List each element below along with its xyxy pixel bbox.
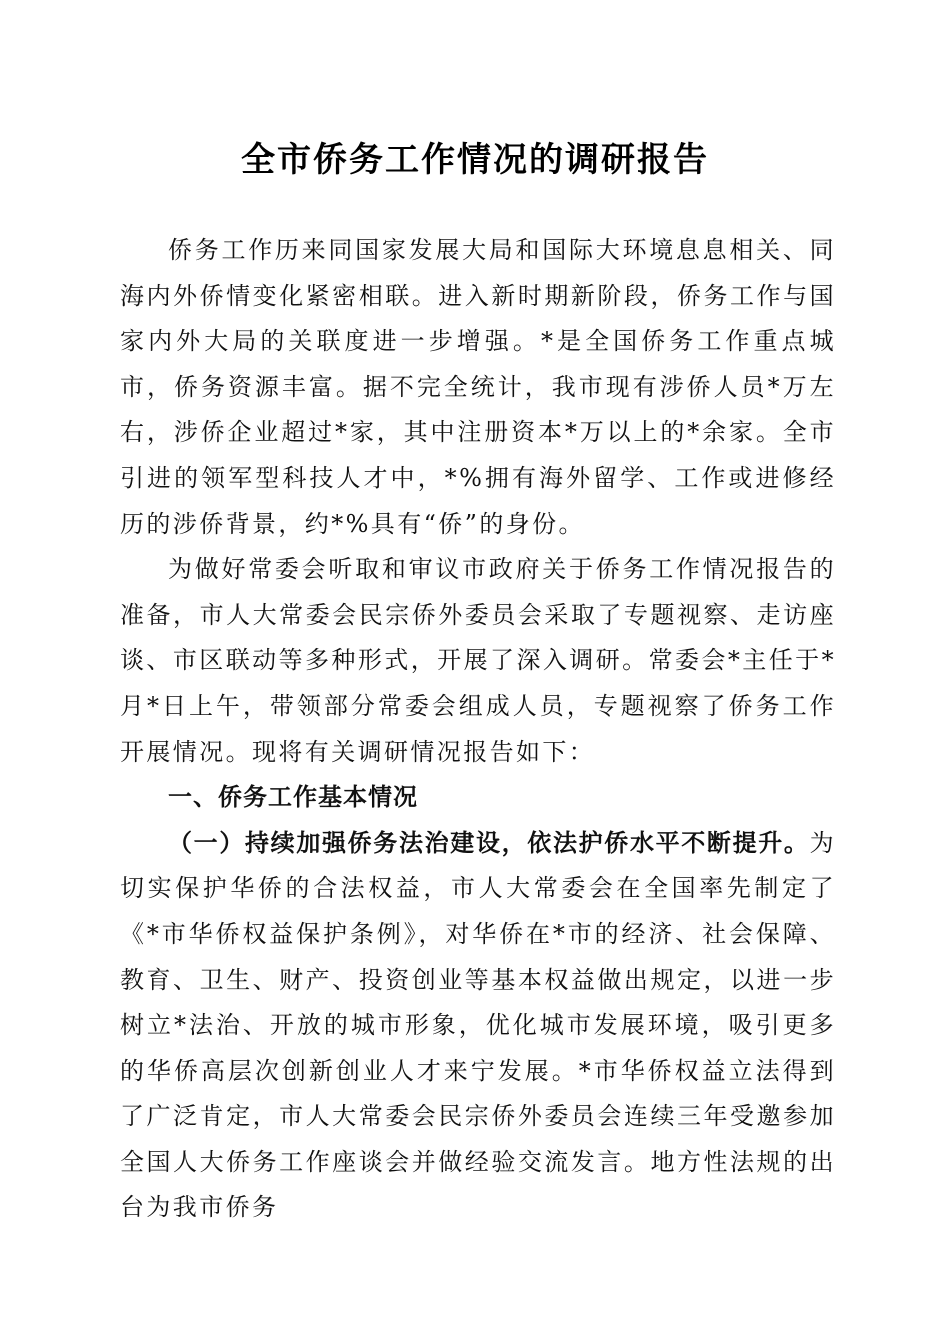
document-body [120, 228, 836, 1231]
section-heading: 一、侨务工作基本情况 [168, 783, 418, 812]
document-title: 全市侨务工作情况的调研报告 [241, 140, 709, 180]
subsection-lead: （一）持续加强侨务法治建设，依法护侨水平不断提升。 [168, 828, 810, 857]
subsection-paragraph [120, 821, 836, 1231]
paragraph-intro: 侨务工作历来同国家发展大局和国际大环境息息相关、同海内外侨情变化紧密相联。进入新时期新阶段，侨务工作与国家内外大局的关联度进一步增强。*是全国侨务工作重点城市，侨务资源丰富。据不完全统计，我市现有涉侨人员*万左右，涉侨企业超过*家，其中注册资本*万以上的*余家。全市引进的领军型科技人才中，*%拥有海外留学、工作或进修经历的涉侨背景，约*%具有“侨”的身份。 [120, 236, 836, 538]
paragraph-purpose: 为做好常委会听取和审议市政府关于侨务工作情况报告的准备，市人大常委会民宗侨外委员会采取了专题视察、走访座谈、市区联动等多种形式，开展了深入调研。常委会*主任于*月*日上午，带领部分常委会组成人员，专题视察了侨务工作开展情况。现将有关调研情况报告如下： [120, 555, 836, 766]
subsection-text: 为切实保护华侨的合法权益，市人大常委会在全国率先制定了《*市华侨权益保护条例》，对华侨在*市的经济、社会保障、教育、卫生、财产、投资创业等基本权益做出规定，以进一步树立*法治、开放的城市形象，优化城市发展环境，吸引更多的华侨高层次创新创业人才来宁发展。*市华侨权益立法得到了广泛肯定，市人大常委会民宗侨外委员会连续三年受邀参加全国人大侨务工作座谈会并做经验交流发言。地方性法规的出台为我市侨务 [120, 828, 836, 1222]
